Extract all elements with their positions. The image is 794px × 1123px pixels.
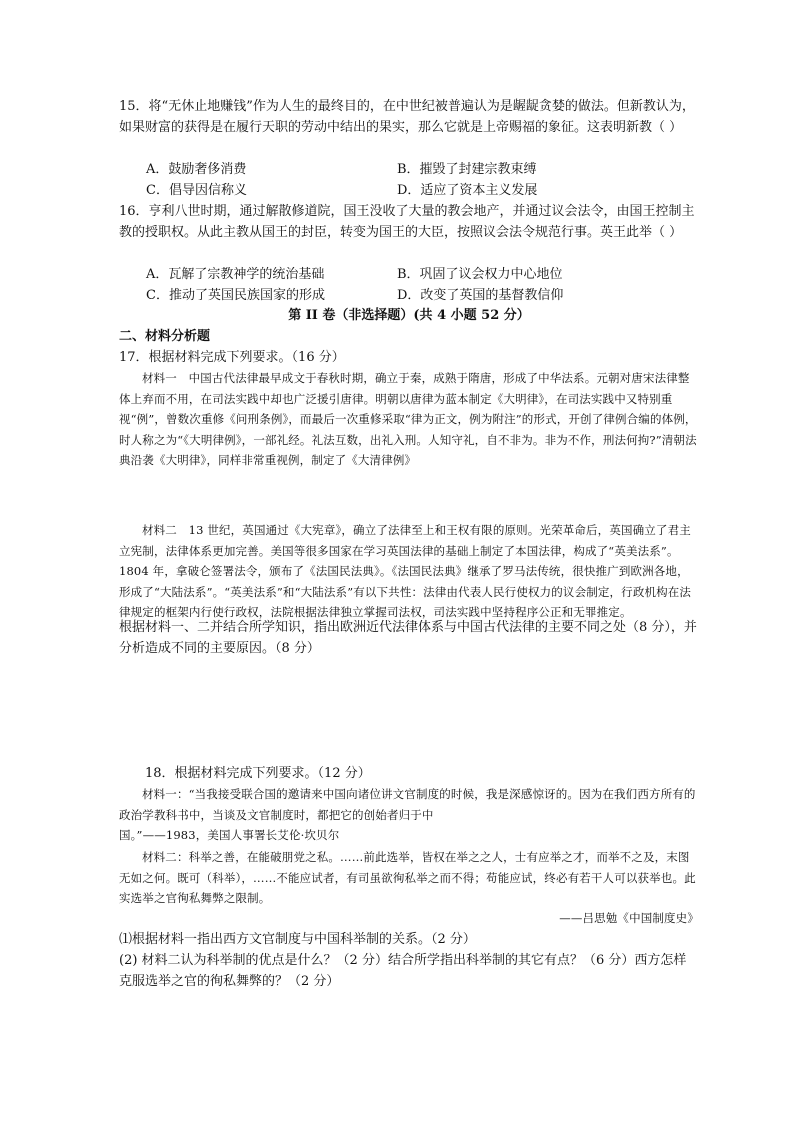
q16-option-c: C．推动了英国民族国家的形成	[146, 288, 325, 303]
q17-question: 根据材料一、二并结合所学知识，指出欧洲近代法律体系与中国古代法律的主要不同之处（8 分），并分析造成不同的主要原因。（8 分）	[119, 620, 697, 656]
q18-source: ——吕思勉《中国制度史》	[559, 911, 699, 925]
q18-material-1: 材料一：“当我接受联合国的邀请来中国向诸位讲文官制度的时候，我是深感惊讶的。因为在我们西方所有的政治学教科书中，当谈及文官制度时，都把它的创始者归于中	[119, 787, 696, 822]
q16-option-d: D．改变了英国的基督教信仰	[397, 288, 564, 303]
q15-option-a: A．鼓励奢侈消费	[146, 162, 247, 177]
q15-stem: 15．将“无休止地赚钱”作为人生的最终目的，在中世纪被普遍认为是龌龊贪婪的做法。但新教认为，如果财富的获得是在履行天职的劳动中结出的果实，那么它就是上帝赐福的象征。这表明新教（ ）	[119, 99, 695, 135]
q15-option-c: C．倡导因信称义	[146, 183, 247, 198]
q16-option-a: A．瓦解了宗教神学的统治基础	[146, 267, 325, 282]
q16-stem: 16．亨利八世时期，通过解散修道院，国王没收了大量的教会地产，并通过议会法令，由国王控制主教的授职权。从此主教从国王的封臣，转变为国王的大臣，按照议会法令规范行事。英王此举（ ）	[119, 204, 695, 240]
q16-option-b: B．巩固了议会权力中心地位	[397, 267, 563, 282]
q18-material-2: 材料二：科举之善，在能破朋党之私。……前此选举，皆权在举之之人，士有应举之才，而举不之及，末图无如之何。既可（科举），……不能应试者，有司虽欲徇私举之而不得；苟能应试，终必有若干人可以获举也。此实选举之官徇私舞弊之限制。	[119, 850, 696, 905]
q17-material-2: 材料二 13 世纪，英国通过《大宪章》，确立了法律至上和王权有限的原则。光荣革命后，英国确立了君主立宪制，法律体系更加完善。美国等很多国家在学习英国法律的基础上制定了本国法律，构成了“英美法系”。1804 年，拿破仑签署法令，颁布了《法国民法典》。《法国民法典》继承了罗马法传统，很快推广到欧洲各地，形成了“大陆法系”。“英美法系”和“大陆法系”有以下共性：法律由代表人民行使权力的议会制定，行政机构在法律规定的框架内行使行政权，法院根据法律独立掌握司法权，司法实践中坚持程序公正和无罪推定。	[119, 523, 692, 619]
q15-option-d: D．适应了资本主义发展	[397, 183, 538, 198]
q15-option-b: B．摧毁了封建宗教束缚	[397, 162, 537, 177]
q17-material-1: 材料一 中国古代法律最早成文于春秋时期，确立于秦，成熟于隋唐，形成了中华法系。元朝对唐宋法律整体上弃而不用，在司法实践中却也广泛援引唐律。明朝以唐律为蓝本制定《大明律》，在司法实践中又特别重视“例”，曾数次重修《问刑条例》，而最后一次重修采取“律为正文，例为附注”的形式，开创了律例合编的体例，时人称之为“《大明律例》，一部礼经。礼法互数，出礼入刑。人知守礼，自不非为。非为不作，刑法何拘?”清朝法典沿袭《大明律》，同样非常重视例，制定了《大清律例》	[119, 371, 697, 467]
section-title: 第 II 卷（非选择题）(共 4 小题 52 分）	[288, 308, 530, 323]
q18-sub-question-2: (2) 材料二认为科举制的优点是什么？（2 分）结合所学指出科举制的其它有点？（6 分）西方怎样克服选举之官的徇私舞弊的？（2 分）	[119, 953, 687, 989]
q18-prompt: 18．根据材料完成下列要求。（12 分）	[145, 766, 371, 781]
q18-sub-question-1: ⑴根据材料一指出西方文官制度与中国科举制的关系。（2 分）	[119, 932, 476, 947]
section-heading: 二、材料分析题	[119, 329, 211, 344]
q18-material-1-end: 国。”——1983，美国人事署长艾伦·坎贝尔	[119, 828, 340, 842]
q17-prompt: 17．根据材料完成下列要求。（16 分）	[119, 350, 345, 365]
